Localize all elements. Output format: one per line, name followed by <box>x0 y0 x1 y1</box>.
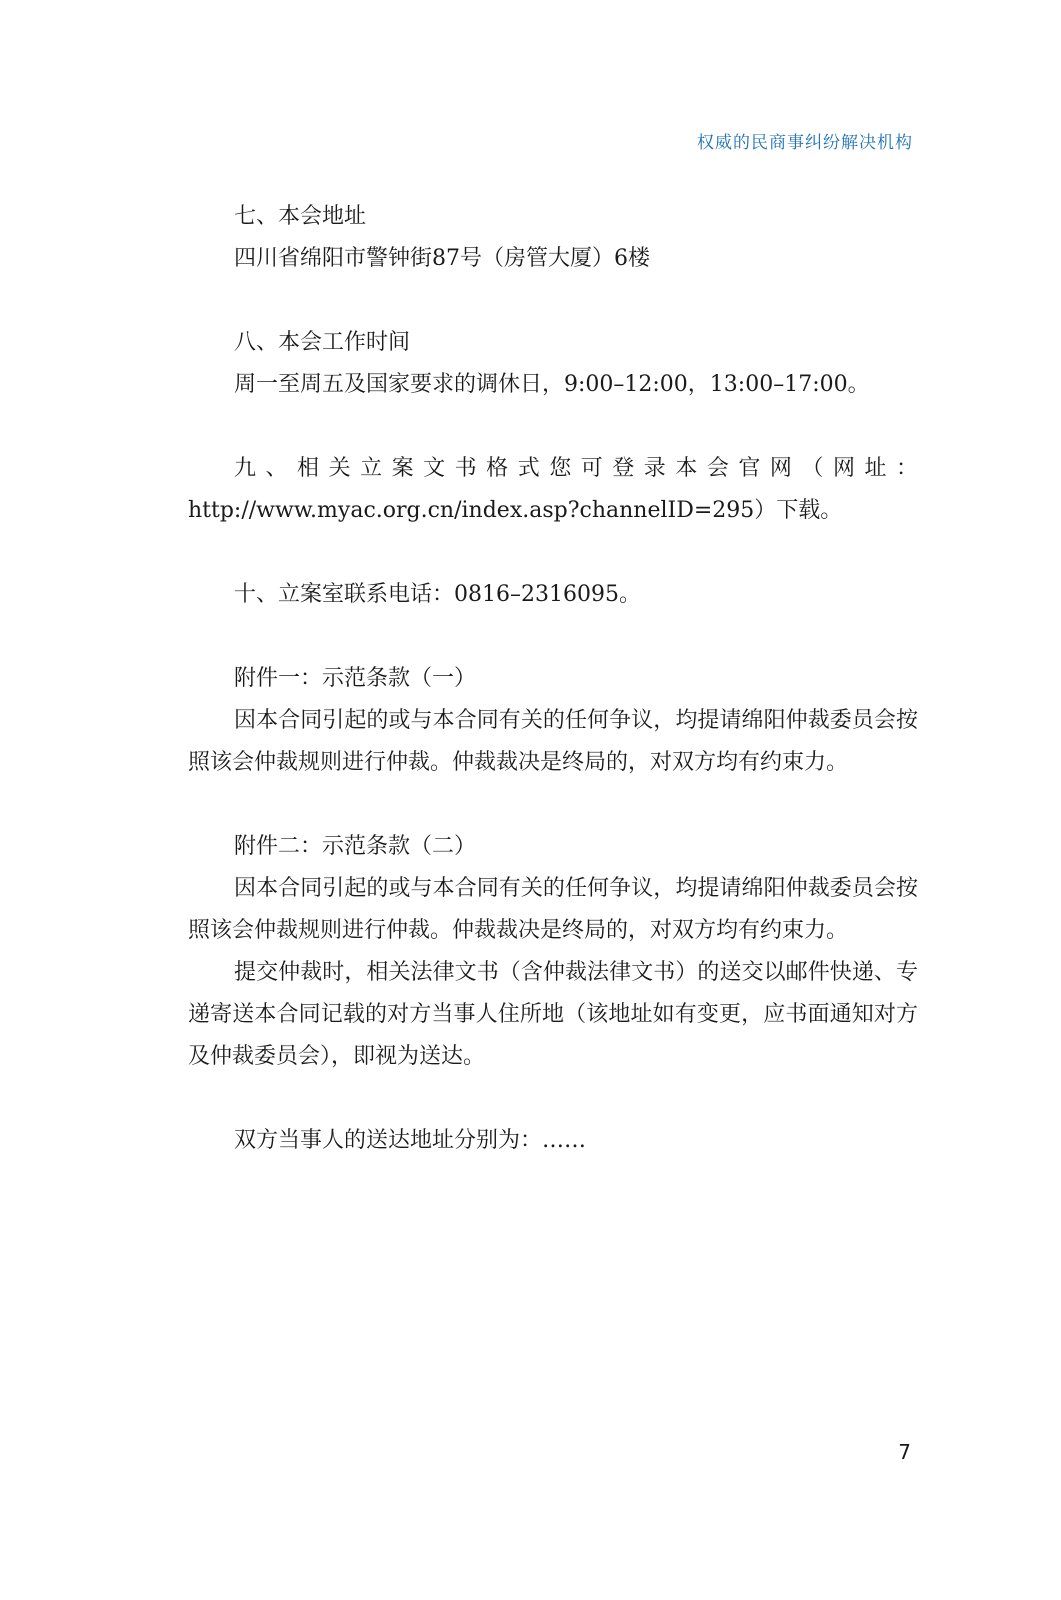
annex-2-addresses: 双方当事人的送达地址分别为：…… <box>234 1128 587 1153</box>
running-header: 权威的民商事纠纷解决机构 <box>697 133 913 153</box>
annex-2-delivery: 提交仲裁时，相关法律文书（含仲裁法律文书）的送交以邮件快递、专递寄送本合同记载的对方当事人住所地（该地址如有变更，应书面通知对方及仲裁委员会），即视为送达。 <box>188 960 918 1069</box>
section-9-url-line: http://www.myac.org.cn/index.asp?channelID=295）下载。 <box>188 498 843 523</box>
section-9-line1: 九、相关立案文书格式您可登录本会官网（网址： <box>234 456 918 481</box>
section-8-heading: 八、本会工作时间 <box>234 330 411 355</box>
annex-1-title: 附件一：示范条款（一） <box>234 666 477 691</box>
section-7-heading: 七、本会地址 <box>234 204 367 229</box>
annex-2-clause: 因本合同引起的或与本合同有关的任何争议，均提请绵阳仲裁委员会按照该会仲裁规则进行仲裁。仲裁裁决是终局的，对双方均有约束力。 <box>188 876 918 943</box>
section-7-address: 四川省绵阳市警钟街87号（房管大厦）6楼 <box>234 246 650 271</box>
page-number: 7 <box>898 1440 911 1464</box>
annex-1-clause: 因本合同引起的或与本合同有关的任何争议，均提请绵阳仲裁委员会按照该会仲裁规则进行仲裁。仲裁裁决是终局的，对双方均有约束力。 <box>188 708 918 775</box>
annex-2-title: 附件二：示范条款（二） <box>234 834 477 859</box>
section-10-phone: 十、立案室联系电话：0816–2316095。 <box>234 582 641 607</box>
document-body <box>188 196 918 1162</box>
section-8-hours: 周一至周五及国家要求的调休日，9:00–12:00，13:00–17:00。 <box>234 372 870 397</box>
